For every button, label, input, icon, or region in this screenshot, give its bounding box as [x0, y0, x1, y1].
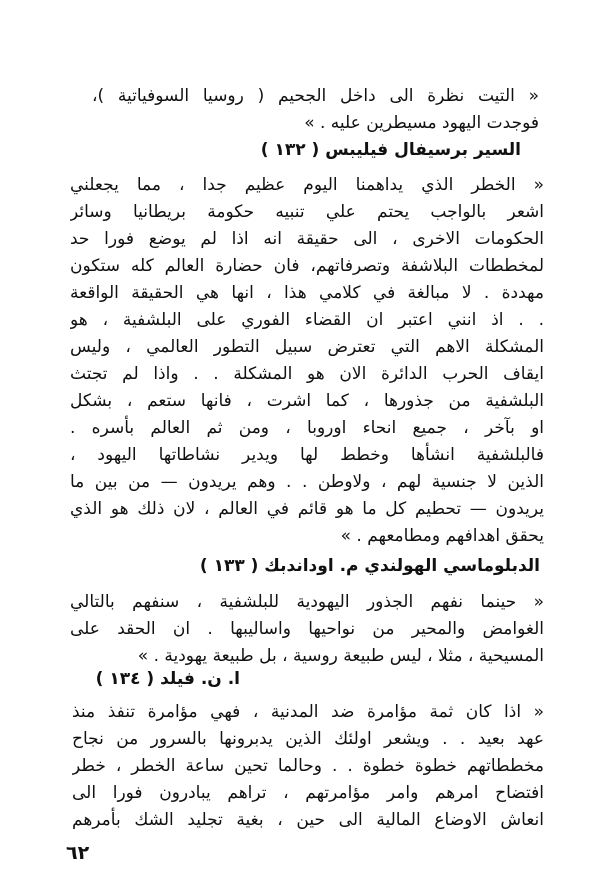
text-line: « اذا كان ثمة مؤامرة ضد المدنية ، فهي مؤامرة تنفذ منذ [72, 702, 544, 722]
text-line: عهد بعيد . . ويشعر اولئك الذين يدبرونها بالسرور من نجاح [72, 729, 544, 749]
text-line: المسيحية ، مثلا ، ليس طبيعة روسية ، بل طبيعة يهودية . » [137, 646, 544, 666]
text-line: فالبلشفية انشأها وخطط لها ويدير نشاطاتها اليهود ، [70, 445, 544, 465]
text-line: لمخططات البلاشفة وتصرفاتهم، فان حضارة العالم كله ستكون [70, 256, 544, 276]
section-heading: ا. ن. فيلد ( ١٣٤ ) [95, 669, 240, 689]
text-line: « التيت نظرة الى داخل الجحيم ( روسيا السوفياتية )، [92, 86, 539, 106]
text-line: « الخطر الذي يداهمنا اليوم عظيم جدا ، مما يجعلني [70, 175, 544, 195]
text-line: يحقق اهدافهم ومطامعهم . » [340, 526, 544, 546]
text-line: يريدون — تحطيم كل ما هو قائم في العالم ، لان ذلك هو الذي [70, 499, 544, 519]
text-line: اشعر بالواجب يحتم علي تنبيه حكومة بريطانيا وسائر [70, 202, 544, 222]
text-line: الحكومات الاخرى ، الى حقيقة انه اذا لم يوضع فورا حد [70, 229, 544, 249]
page-number: ٦٢ [66, 842, 90, 864]
text-line: . . اذ انني اعتبر ان القضاء الفوري على البلشفية ، هو [70, 310, 544, 330]
text-line: الغوامض والمحير من نواحيها واساليبها . ان الحقد على [70, 619, 544, 639]
text-line: البلشفية من جذورها ، كما اشرت ، فانها ستعم ، بشكل [70, 391, 544, 411]
text-line: انعاش الاوضاع المالية الى حين ، بغية تجليد الشك بأمرهم [72, 810, 544, 830]
text-line: الذين لا جنسية لهم ، ولاوطن . . وهم يريدون — من بين ما [70, 472, 544, 492]
text-line: فوجدت اليهود مسيطرين عليه . » [304, 113, 539, 133]
text-line: او بآخر ، جميع انحاء اوروبا ، ومن ثم العالم بأسره . [70, 418, 544, 438]
text-line: افتضاح امرهم وامر مؤامرتهم ، تراهم يبادرون فورا الى [72, 783, 544, 803]
text-line: المشكلة الاهم التي تعترض سبيل التطور العالمي ، وليس [70, 337, 544, 357]
text-line: مخططاتهم خطوة خطوة . . وحالما تحين ساعة الخطر ، خطر [72, 756, 544, 776]
section-heading: السير برسيفال فيليبس ( ١٣٢ ) [260, 140, 521, 160]
section-heading: الدبلوماسي الهولندي م. اوداندبك ( ١٣٣ ) [199, 556, 540, 576]
text-line: ايقاف الحرب الدائرة الان هو المشكلة . . واذا لم تجتث [70, 364, 544, 384]
text-line: « حينما نفهم الجذور اليهودية للبلشفية ، سنفهم بالتالي [70, 592, 544, 612]
text-line: مهددة . لا مبالغة في كلامي هذا ، انها هي الحقيقة الواقعة [70, 283, 544, 303]
